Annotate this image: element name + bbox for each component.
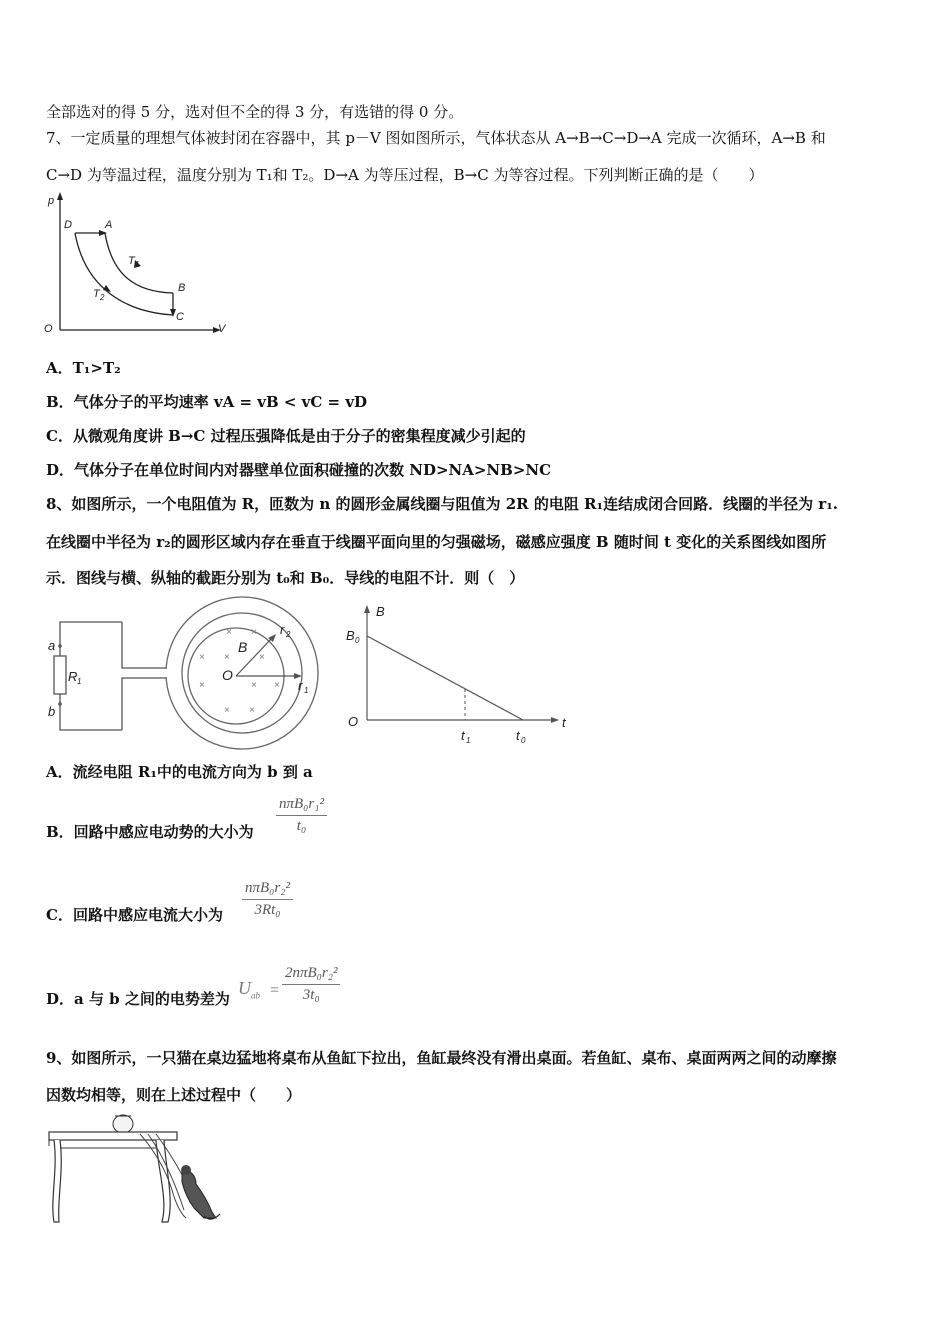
field-cross: × — [199, 680, 205, 691]
graph-t1-sub: 1 — [466, 736, 471, 745]
state-a-label: A — [105, 219, 113, 231]
t2-label: T — [93, 288, 100, 300]
radius-r1-label: r — [298, 678, 303, 693]
graph-t0-sub: 0 — [521, 736, 526, 745]
q8-option-c-formula — [242, 880, 293, 919]
q8-circuit-diagram — [44, 600, 334, 750]
graph-t0-label: t — [516, 728, 520, 743]
t1-sub-label: 1 — [135, 260, 140, 269]
q8-option-c[interactable]: C．回路中感应电流大小为 — [46, 906, 223, 924]
field-cross: × — [224, 705, 230, 716]
field-cross: × — [224, 652, 230, 663]
formula-numerator: nπB₀r₂² — [245, 880, 290, 896]
formula-denominator: 3t₀ — [302, 987, 320, 1003]
q8-option-d-lhs — [238, 978, 260, 1001]
q8-stem-line1: 8、如图所示，一个电阻值为 R，匝数为 n 的圆形金属线圈与阻值为 2R 的电阻 R₁连结成闭合回路．线圈的半径为 r₁. — [46, 495, 839, 513]
field-cross: × — [274, 680, 280, 691]
q9-stem-line2: 因数均相等，则在上述过程中（ ） — [46, 1086, 302, 1104]
graph-b0-label: B — [346, 628, 355, 643]
radius-r1-sub: 1 — [304, 686, 309, 695]
formula-numerator: nπB₀r₁² — [279, 796, 324, 812]
q8-option-d[interactable]: D．a 与 b 之间的电势差为 — [46, 990, 230, 1008]
terminal-a-label: a — [48, 638, 56, 653]
state-b-label: B — [178, 282, 186, 294]
state-d-label: D — [64, 219, 72, 231]
formula-u-sub: ab — [251, 990, 260, 1001]
field-cross: × — [249, 705, 255, 716]
q9-stem-line1: 9、如图所示，一只猫在桌边猛地将桌布从鱼缸下拉出，鱼缸最终没有滑出桌面。若鱼缸、桌布、桌面两两之间的动摩擦 — [46, 1049, 837, 1067]
t2-sub-label: 2 — [100, 293, 105, 302]
q7-option-b[interactable]: B．气体分子的平均速率 vA = vB < vC = vD — [46, 393, 368, 411]
q8-b-t-graph — [340, 600, 580, 750]
resistor-r1-sub: 1 — [77, 677, 82, 686]
formula-denominator: 3Rt₀ — [254, 902, 281, 918]
graph-origin-label: O — [348, 714, 359, 729]
q8-option-b-formula — [276, 796, 327, 835]
resistor-r1-label: R — [68, 669, 78, 684]
state-c-label: C — [176, 311, 184, 323]
q8-option-d-formula — [282, 965, 340, 1004]
q8-option-b[interactable]: B．回路中感应电动势的大小为 — [46, 823, 254, 841]
radius-r2-label: r — [280, 622, 285, 637]
q9-cat-tablecloth-illustration — [44, 1110, 224, 1228]
field-b-label: B — [238, 639, 248, 655]
q7-pv-diagram — [40, 190, 240, 340]
q7-option-d[interactable]: D．气体分子在单位时间内对器壁单位面积碰撞的次数 ND>NA>NB>NC — [46, 461, 552, 479]
q7-option-a[interactable]: A．T₁>T₂ — [46, 359, 121, 377]
radius-r2-sub: 2 — [286, 630, 291, 639]
q8-stem-line2: 在线圈中半径为 r₂的圆形区域内存在垂直于线圈平面向里的匀强磁场，磁感应强度 B 随时间 t 变化的关系图线如图所 — [46, 533, 827, 551]
graph-t1-label: t — [461, 728, 465, 743]
p-axis-label: p — [48, 195, 55, 207]
q7-option-c[interactable]: C．从微观角度讲 B→C 过程压强降低是由于分子的密集程度减少引起的 — [46, 427, 526, 445]
formula-u: U — [238, 978, 251, 998]
q8-option-a[interactable]: A．流经电阻 R₁中的电流方向为 b 到 a — [46, 763, 313, 781]
q8-stem-line3: 示．图线与横、纵轴的截距分别为 t₀和 B₀．导线的电阻不计．则（ ） — [46, 569, 525, 587]
field-cross: × — [199, 652, 205, 663]
formula-numerator: 2nπB₀r₂² — [285, 965, 338, 981]
field-cross: × — [251, 680, 257, 691]
q7-stem-line2: C→D 为等温过程，温度分别为 T₁和 T₂。D→A 为等压过程，B→C 为等容过程。下列判断正确的是（ ） — [46, 166, 764, 184]
formula-equals: = — [270, 982, 280, 999]
formula-denominator: t₀ — [296, 818, 307, 834]
terminal-b-label: b — [48, 704, 56, 719]
center-o-label: O — [222, 667, 233, 683]
graph-b0-sub: 0 — [355, 636, 360, 645]
field-cross: × — [259, 652, 265, 663]
q7-stem-line1: 7、一定质量的理想气体被封闭在容器中，其 p－V 图如图所示，气体状态从 A→B→C→D→A 完成一次循环，A→B 和 — [46, 129, 826, 147]
graph-b-axis-label: B — [376, 604, 385, 619]
origin-label: O — [44, 323, 53, 335]
field-cross: × — [251, 627, 257, 638]
intro-text: 全部选对的得 5 分，选对但不全的得 3 分，有选错的得 0 分。 — [46, 103, 464, 121]
v-axis-label: V — [218, 323, 226, 335]
graph-t-axis-label: t — [562, 715, 566, 730]
field-cross: × — [226, 627, 232, 638]
t1-label: T — [128, 255, 135, 267]
